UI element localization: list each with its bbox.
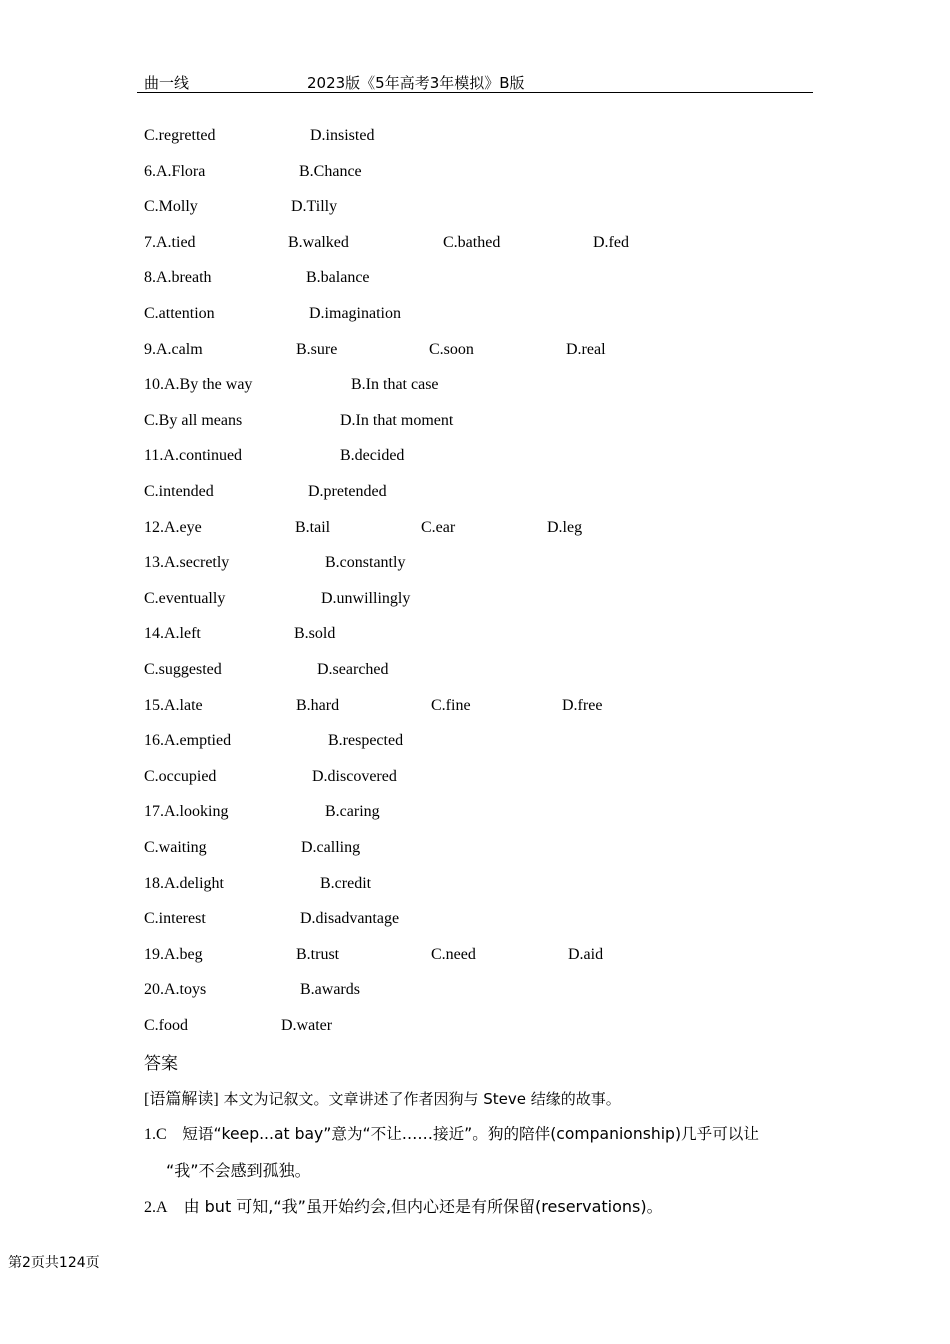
option-b: D.searched [317, 661, 389, 678]
option-b: B.credit [320, 874, 372, 892]
header-divider [137, 92, 813, 93]
option-b: B.caring [325, 803, 380, 821]
option-b: B.decided [340, 447, 405, 465]
option-a: 17.A.looking [144, 803, 229, 821]
option-a: 20.A.toys [144, 981, 207, 999]
answer-item-1-continued: “我”不会感到孤独。 [166, 1161, 311, 1180]
answer-item-1 [144, 1122, 759, 1144]
option-a: 11.A.continued [144, 447, 243, 465]
option-b: D.In that moment [340, 411, 454, 429]
option-c: C.need [431, 945, 476, 963]
option-a: 14.A.left [144, 625, 201, 643]
option-a: 8.A.breath [144, 269, 212, 287]
option-a: 9.A.calm [144, 340, 203, 358]
option-b: B.sure [296, 340, 338, 358]
option-b: B.In that case [351, 376, 439, 394]
option-b: D.unwillingly [321, 589, 411, 607]
answer-item-2 [144, 1194, 663, 1217]
option-b: B.hard [296, 696, 340, 714]
option-b: B.awards [300, 981, 360, 999]
option-b: D.water [281, 1017, 333, 1034]
option-d: D.fed [593, 233, 629, 251]
interpretation-text: 本文为记叙文。文章讲述了作者因狗与 Steve 结缘的故事。 [218, 1090, 621, 1108]
option-b: B.sold [294, 625, 336, 643]
option-a: C.intended [144, 483, 214, 500]
option-a: 18.A.delight [144, 874, 224, 892]
option-a: C.eventually [144, 589, 226, 607]
passage-interpretation [144, 1086, 621, 1109]
option-a: C.food [144, 1017, 188, 1034]
option-c: C.fine [431, 696, 471, 714]
option-b: D.Tilly [291, 198, 338, 216]
option-d: D.free [562, 696, 603, 714]
option-b: B.constantly [325, 554, 406, 572]
option-a: C.interest [144, 910, 206, 928]
option-d: D.real [566, 340, 606, 358]
option-a: C.By all means [144, 411, 243, 429]
option-a: 6.A.Flora [144, 162, 206, 180]
option-a: C.waiting [144, 839, 207, 856]
answer-number: 2.A [144, 1199, 168, 1216]
option-a: 7.A.tied [144, 233, 196, 251]
option-b: B.balance [306, 269, 370, 287]
option-a: 10.A.By the way [144, 376, 253, 394]
option-a: C.regretted [144, 127, 216, 144]
option-b: B.trust [296, 945, 340, 963]
option-a: C.suggested [144, 661, 222, 678]
answer-number: 1.C [144, 1126, 167, 1143]
option-a: 16.A.emptied [144, 732, 232, 750]
option-d: D.leg [547, 518, 583, 536]
option-b: D.insisted [310, 127, 375, 144]
option-b: B.tail [295, 518, 331, 536]
option-d: D.aid [568, 945, 604, 963]
option-b: D.pretended [308, 483, 387, 500]
option-c: C.bathed [443, 233, 501, 251]
answer-explanation: 短语“keep...at bay”意为“不让……接近”。狗的陪伴(companionship)几乎可以让 [166, 1125, 759, 1143]
option-b: B.walked [288, 233, 349, 251]
answer-explanation: 由 but 可知,“我”虽开始约会,但内心还是有所保留(reservations)。 [167, 1197, 663, 1216]
option-c: C.ear [421, 518, 456, 536]
answer-heading: 答案 [144, 1054, 178, 1074]
header-left-text: 曲一线 [144, 74, 190, 92]
option-a: C.occupied [144, 767, 217, 785]
option-c: C.soon [429, 340, 474, 358]
option-a: C.Molly [144, 198, 198, 216]
option-a: 19.A.beg [144, 945, 203, 963]
option-b: D.discovered [312, 767, 397, 785]
option-b: D.disadvantage [300, 910, 400, 928]
option-a: C.attention [144, 305, 215, 322]
option-a: 13.A.secretly [144, 554, 230, 572]
option-a: 12.A.eye [144, 518, 202, 536]
option-b: D.imagination [309, 305, 401, 322]
page-counter: 第2页共124页 [8, 1255, 100, 1271]
header-book-title: 2023版《5年高考3年模拟》B版 [307, 74, 525, 92]
option-b: B.Chance [299, 162, 362, 180]
option-b: B.respected [328, 732, 404, 750]
option-b: D.calling [301, 839, 361, 856]
interpretation-label: [语篇解读] [144, 1091, 219, 1108]
option-a: 15.A.late [144, 696, 203, 714]
